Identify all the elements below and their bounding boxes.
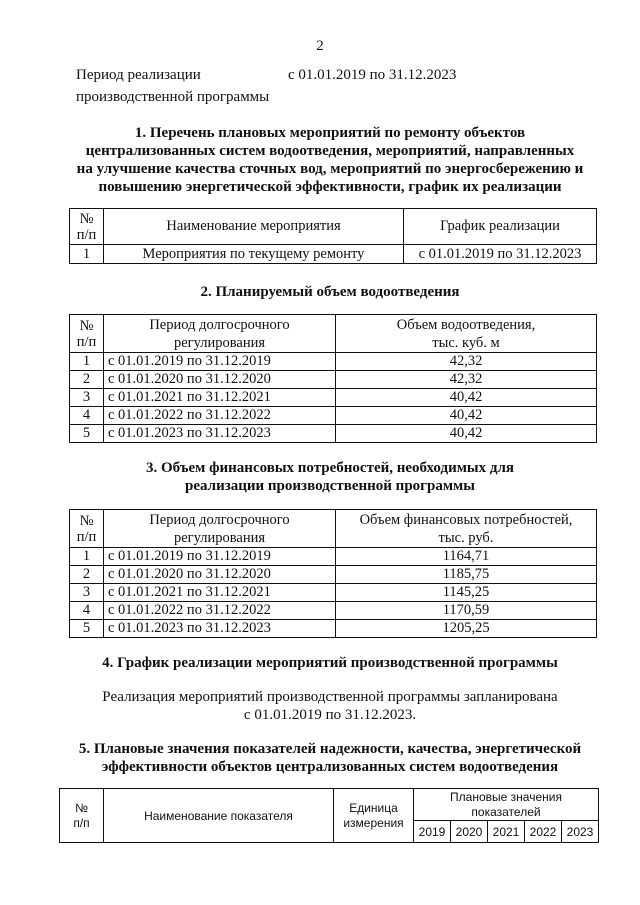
- header-line: №: [75, 800, 88, 815]
- row-value: 40,42: [336, 425, 597, 443]
- table-row: [70, 371, 597, 389]
- table-header-row: [60, 789, 599, 821]
- section1-heading: [60, 124, 600, 196]
- col-period-header: [104, 510, 336, 548]
- section5-heading-line: 5. Плановые значения показателей надежности, качества, энергетической: [78, 741, 582, 757]
- row-value: 40,42: [336, 407, 597, 425]
- row-no: 1: [70, 548, 104, 566]
- row-value: 1170,59: [336, 602, 597, 620]
- row-value: 40,42: [336, 389, 597, 407]
- header-line: измерения: [343, 815, 404, 830]
- section5-heading-line: эффективности объектов централизованных систем водоотведения: [101, 759, 559, 775]
- header-line: показателей: [471, 804, 541, 819]
- row-name: Мероприятия по текущему ремонту: [104, 245, 404, 264]
- section3-heading-line: 3. Объем финансовых потребностей, необходимых для: [145, 460, 515, 476]
- section4-text: [60, 688, 600, 724]
- table-header-row: [70, 209, 597, 245]
- section1-heading-line: 1. Перечень плановых мероприятий по ремонту объектов: [134, 125, 526, 141]
- col-finance-header: [336, 510, 597, 548]
- section1-heading-line: на улучшение качества сточных вод, мероприятий по энергосбережению и: [76, 161, 584, 177]
- table-row: [70, 548, 597, 566]
- header-line: регулирования: [173, 334, 266, 351]
- section3-heading: [60, 459, 600, 495]
- table-row: [70, 353, 597, 371]
- table-row: [70, 407, 597, 425]
- table-row: [70, 620, 597, 638]
- year-header: 2023: [562, 821, 599, 843]
- year-header: 2020: [451, 821, 488, 843]
- col-no-header: [70, 315, 104, 353]
- row-no: 1: [70, 245, 104, 264]
- header-line: Объем водоотведения,: [396, 316, 536, 333]
- header-line: Объем финансовых потребностей,: [359, 511, 573, 528]
- row-value: 42,32: [336, 371, 597, 389]
- section4-text-line: Реализация мероприятий производственной программы запланирована: [102, 689, 558, 705]
- col-indicator-header: Наименование показателя: [104, 789, 334, 843]
- header-line: п/п: [76, 528, 97, 545]
- col-name-header: Наименование мероприятия: [104, 209, 404, 245]
- table-row: [70, 245, 597, 264]
- section4-heading: 4. График реализации мероприятий производственной программы: [102, 655, 558, 671]
- row-period: с 01.01.2023 по 31.12.2023: [104, 620, 336, 638]
- row-schedule: с 01.01.2019 по 31.12.2023: [404, 245, 597, 264]
- col-volume-header: [336, 315, 597, 353]
- row-value: 42,32: [336, 353, 597, 371]
- table-row: [70, 602, 597, 620]
- header-line: Период долгосрочного: [149, 511, 290, 528]
- page-number: 2: [316, 38, 324, 54]
- indicators-table: [59, 788, 599, 843]
- header-line: №: [79, 210, 94, 227]
- header-line: №: [79, 512, 94, 529]
- row-no: 4: [70, 407, 104, 425]
- section3-heading-line: реализации производственной программы: [185, 478, 475, 494]
- table-row: [70, 425, 597, 443]
- col-schedule-header: График реализации: [404, 209, 597, 245]
- row-period: с 01.01.2019 по 31.12.2019: [104, 353, 336, 371]
- header-line: регулирования: [173, 529, 266, 546]
- header-line: тыс. руб.: [438, 529, 494, 546]
- row-period: с 01.01.2020 по 31.12.2020: [104, 566, 336, 584]
- table-row: [70, 566, 597, 584]
- period-label: [76, 64, 286, 108]
- col-no-header: [70, 510, 104, 548]
- col-no-header: [70, 209, 104, 245]
- col-planned-header: [414, 789, 599, 821]
- header-line: №: [79, 317, 94, 334]
- section2-heading: 2. Планируемый объем водоотведения: [200, 284, 460, 300]
- table-header-row: [70, 315, 597, 353]
- row-period: с 01.01.2020 по 31.12.2020: [104, 371, 336, 389]
- row-no: 5: [70, 425, 104, 443]
- finance-table: [69, 509, 597, 638]
- section1-heading-line: централизованных систем водоотведения, мероприятий, направленных: [85, 143, 575, 159]
- col-unit-header: [334, 789, 414, 843]
- header-line: Плановые значения: [450, 789, 562, 804]
- row-value: 1164,71: [336, 548, 597, 566]
- row-value: 1185,75: [336, 566, 597, 584]
- header-line: тыс. куб. м: [432, 334, 500, 351]
- year-header: 2022: [525, 821, 562, 843]
- header-line: п/п: [76, 333, 97, 350]
- section5-heading: [60, 740, 600, 776]
- row-period: с 01.01.2021 по 31.12.2021: [104, 584, 336, 602]
- row-no: 2: [70, 566, 104, 584]
- row-no: 3: [70, 584, 104, 602]
- activities-table: [69, 208, 597, 264]
- row-no: 3: [70, 389, 104, 407]
- row-period: с 01.01.2021 по 31.12.2021: [104, 389, 336, 407]
- row-no: 2: [70, 371, 104, 389]
- year-header: 2019: [414, 821, 451, 843]
- row-period: с 01.01.2019 по 31.12.2019: [104, 548, 336, 566]
- period-label-line2: производственной программы: [76, 89, 270, 105]
- row-no: 1: [70, 353, 104, 371]
- header-line: Период долгосрочного: [149, 316, 290, 333]
- table-row: [70, 584, 597, 602]
- year-header: 2021: [488, 821, 525, 843]
- volume-table: [69, 314, 597, 443]
- table-row: [70, 389, 597, 407]
- row-value: 1205,25: [336, 620, 597, 638]
- row-period: с 01.01.2022 по 31.12.2022: [104, 602, 336, 620]
- header-line: п/п: [76, 226, 97, 243]
- col-no-header: [60, 789, 104, 843]
- row-value: 1145,25: [336, 584, 597, 602]
- header-line: п/п: [73, 815, 90, 830]
- period-label-line1: Период реализации: [76, 67, 201, 83]
- row-period: с 01.01.2023 по 31.12.2023: [104, 425, 336, 443]
- period-value: с 01.01.2019 по 31.12.2023: [288, 67, 457, 83]
- col-period-header: [104, 315, 336, 353]
- section1-heading-line: повышению энергетической эффективности, график их реализации: [98, 179, 562, 195]
- table-header-row: [70, 510, 597, 548]
- header-line: Единица: [349, 800, 398, 815]
- row-period: с 01.01.2022 по 31.12.2022: [104, 407, 336, 425]
- row-no: 5: [70, 620, 104, 638]
- section4-text-line: с 01.01.2019 по 31.12.2023.: [243, 707, 417, 723]
- row-no: 4: [70, 602, 104, 620]
